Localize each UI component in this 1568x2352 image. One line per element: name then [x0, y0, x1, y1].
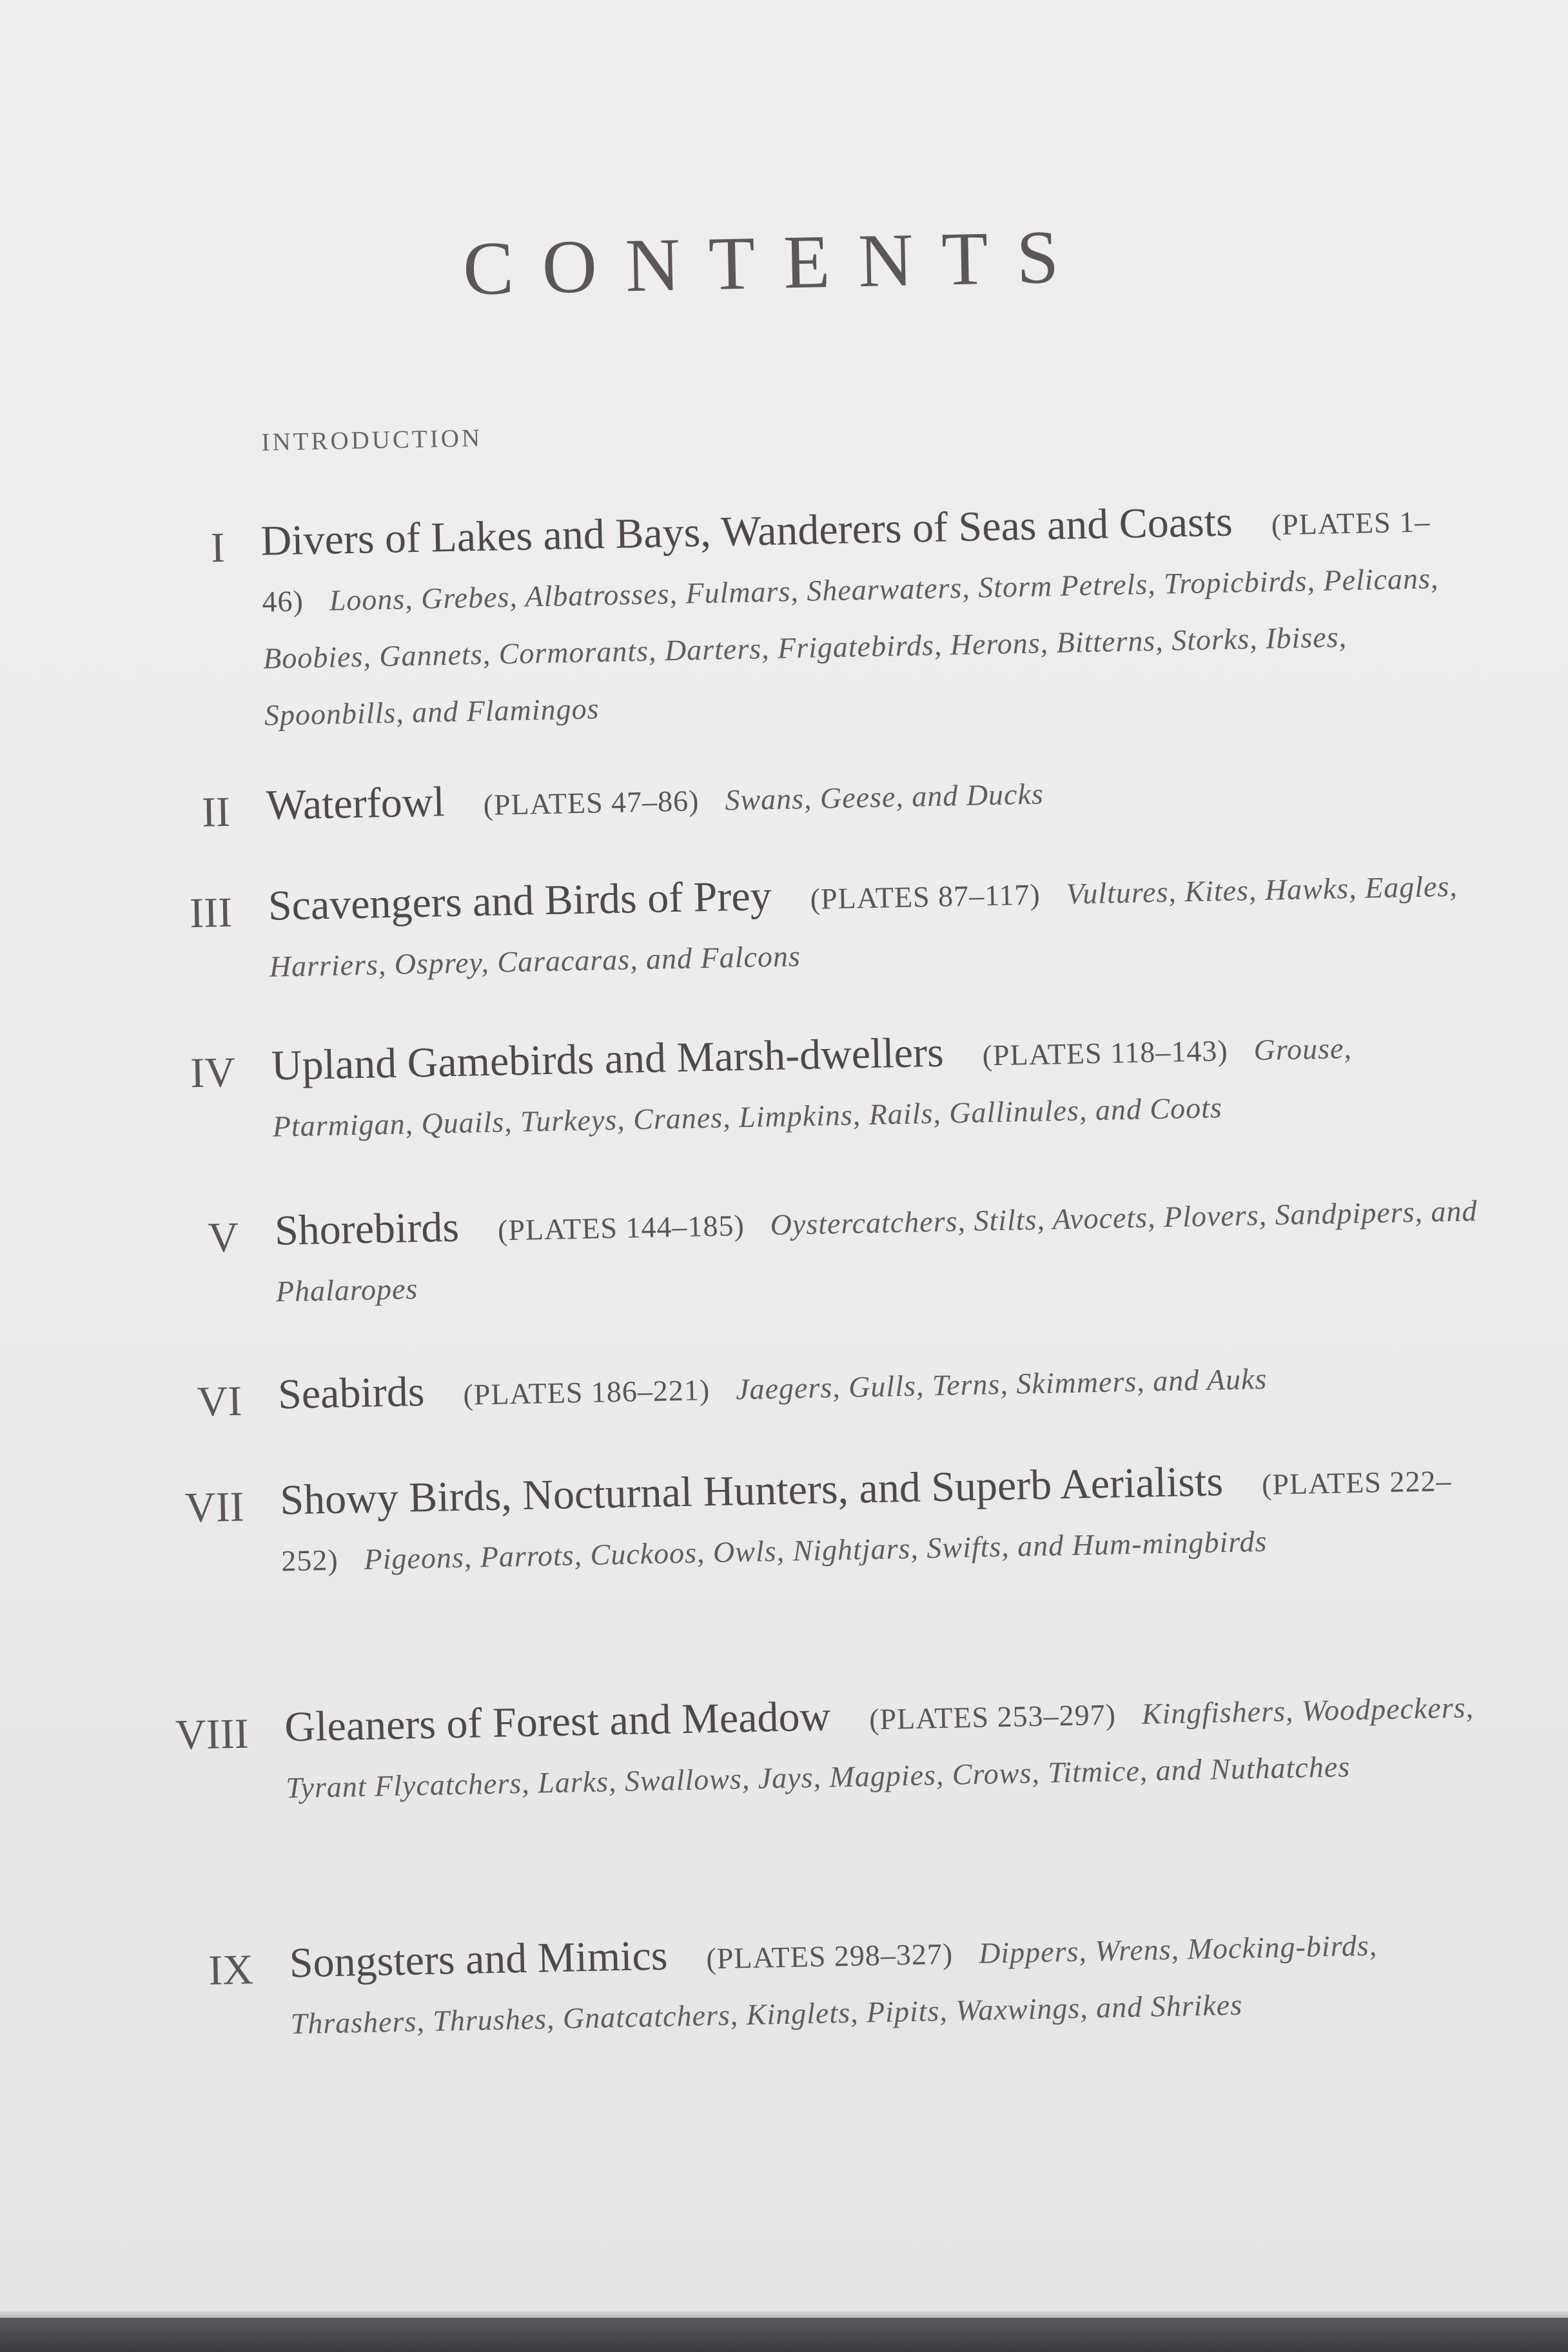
entry-body — [284, 1675, 1492, 1816]
contents-entry — [0, 852, 1562, 983]
entry-plates: (PLATES 1–46) — [261, 505, 1431, 618]
entry-body — [268, 854, 1475, 995]
entry-plates: (PLATES 222–252) — [280, 1464, 1452, 1578]
entry-heading: Upland Gamebirds and Marsh-dwellers — [271, 1028, 945, 1090]
entry-numeral: IX — [208, 1946, 254, 1994]
entry-numeral: VI — [196, 1377, 243, 1426]
entry-species: Pigeons, Parrots, Cuckoos, Owls, Nightjars, Swifts, and Hum-mingbirds — [364, 1524, 1268, 1576]
page-title: CONTENTS — [462, 213, 1088, 311]
entry-numeral: IV — [190, 1048, 236, 1097]
entry-plates: (PLATES 87–117) — [810, 877, 1041, 916]
contents-entry — [1, 1177, 1568, 1308]
contents-entry — [11, 1673, 1568, 1805]
entry-species: Grouse, Ptarmigan, Quails, Turkeys, Cranes, Limpkins, Rails, Gallinules, and Coots — [272, 1031, 1353, 1143]
entry-heading: Showy Birds, Nocturnal Hunters, and Superb Aerialists — [279, 1458, 1224, 1524]
entry-species: Loons, Grebes, Albatrosses, Fulmars, Shearwaters, Storm Petrels, Tropicbirds, Pelicans, Boobies, Gannets, Cormorants, Darters, Frigatebirds, Herons, Bitterns, Storks, Ibises, Spoonbills, and Flamingos — [262, 562, 1439, 732]
contents-entry — [6, 1446, 1568, 1578]
entry-numeral: I — [210, 524, 226, 572]
entry-heading: Songsters and Mimics — [289, 1932, 669, 1987]
entry-heading: Gleaners of Forest and Meadow — [284, 1692, 831, 1751]
contents-entry — [0, 1012, 1565, 1143]
entry-plates: (PLATES 118–143) — [982, 1034, 1229, 1072]
entry-heading: Seabirds — [277, 1367, 426, 1418]
entry-heading: Scavengers and Birds of Prey — [268, 872, 772, 930]
entry-numeral: VII — [184, 1483, 245, 1532]
entry-body — [274, 1179, 1482, 1320]
entry-body — [266, 753, 1473, 838]
entry-species: Kingfishers, Woodpeckers, Tyrant Flycatchers, Larks, Swallows, Jays, Magpies, Crows, Titmice, and Nuthatches — [285, 1690, 1475, 1805]
entry-body — [289, 1911, 1496, 2052]
entry-numeral: V — [207, 1213, 239, 1262]
entry-numeral: III — [189, 888, 233, 937]
entry-plates: (PLATES 47–86) — [483, 784, 700, 821]
entry-body — [260, 489, 1471, 743]
entry-species: Dippers, Wrens, Mocking-birds, Thrashers, Thrushes, Gnatcatchers, Kinglets, Pipits, Waxwings, and Shrikes — [290, 1928, 1378, 2041]
contents-entry — [0, 751, 1560, 836]
contents-entry — [0, 487, 1554, 732]
entry-numeral: II — [201, 788, 231, 836]
entry-species: Oystercatchers, Stilts, Avocets, Plovers, Sandpipers, and Phalaropes — [275, 1194, 1478, 1308]
entry-species: Jaegers, Gulls, Terns, Skimmers, and Auks — [735, 1362, 1268, 1406]
entry-numeral: VIII — [175, 1710, 250, 1759]
page-edge — [0, 2311, 1568, 2318]
entry-plates: (PLATES 144–185) — [497, 1208, 745, 1247]
entry-body — [277, 1342, 1484, 1427]
contents-entry — [15, 1909, 1568, 2041]
entry-heading: Shorebirds — [274, 1203, 460, 1255]
entry-body — [271, 1014, 1478, 1155]
entry-plates: (PLATES 253–297) — [868, 1698, 1117, 1736]
entry-plates: (PLATES 298–327) — [705, 1937, 954, 1975]
entry-plates: (PLATES 186–221) — [462, 1373, 710, 1411]
background-shadow — [0, 2318, 1568, 2352]
entry-body — [280, 1448, 1487, 1589]
contents-entry — [4, 1340, 1568, 1426]
introduction-label: INTRODUCTION — [261, 424, 483, 456]
entry-heading: Waterfowl — [266, 778, 446, 829]
entry-species: Vultures, Kites, Hawks, Eagles, Harriers, Osprey, Caracaras, and Falcons — [269, 869, 1458, 983]
entry-heading: Divers of Lakes and Bays, Wanderers of Seas and Coasts — [260, 498, 1233, 565]
entry-species: Swans, Geese, and Ducks — [724, 777, 1044, 817]
